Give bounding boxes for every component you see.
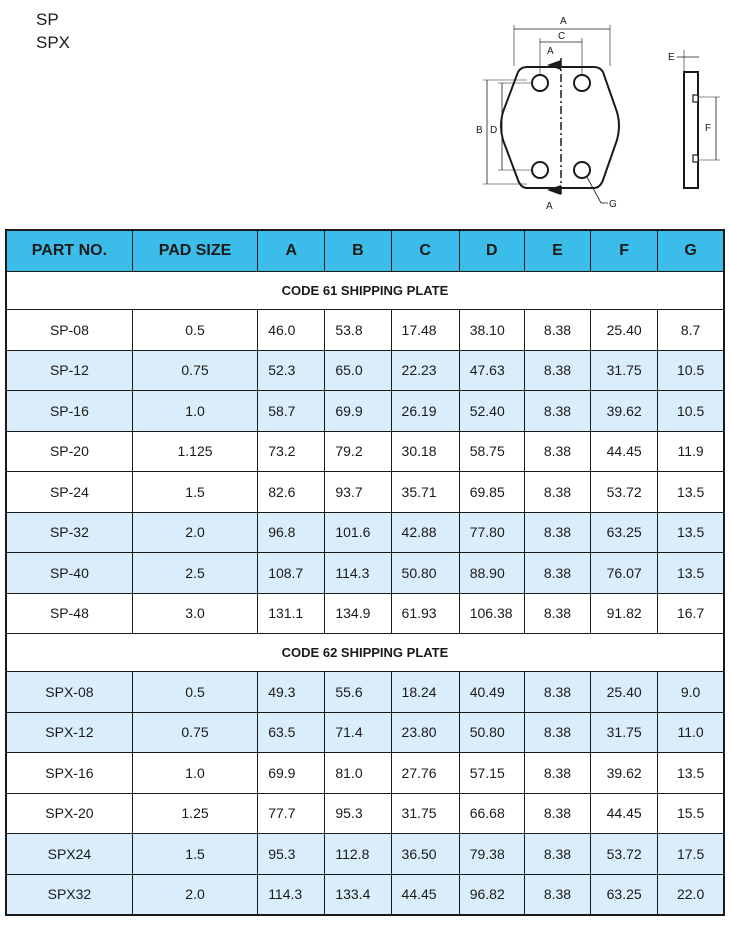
table-cell: 2.0: [132, 512, 257, 553]
table-row: [6, 672, 724, 713]
plate-drawing: [0, 0, 730, 225]
table-cell: 11.9: [658, 431, 724, 472]
table-cell: 114.3: [325, 553, 391, 594]
table-cell: 44.45: [391, 874, 459, 915]
table-cell: 23.80: [391, 712, 459, 753]
table-cell: 58.75: [459, 431, 524, 472]
section-title: CODE 62 SHIPPING PLATE: [6, 634, 724, 672]
column-header: B: [325, 230, 391, 272]
table-cell: 17.5: [658, 834, 724, 875]
table-cell: 10.5: [658, 391, 724, 432]
table-cell: 112.8: [325, 834, 391, 875]
table-cell: SPX-12: [6, 712, 132, 753]
table-cell: 39.62: [591, 753, 658, 794]
table-cell: SPX-08: [6, 672, 132, 713]
table-cell: SP-16: [6, 391, 132, 432]
table-row: [6, 593, 724, 634]
table-cell: 31.75: [591, 350, 658, 391]
table-cell: 79.2: [325, 431, 391, 472]
spec-table: [5, 229, 725, 916]
table-cell: 27.76: [391, 753, 459, 794]
section-arrow-icon: [547, 60, 561, 70]
table-row: [6, 472, 724, 513]
table-cell: 8.7: [658, 310, 724, 351]
table-cell: SP-08: [6, 310, 132, 351]
table-cell: 1.5: [132, 472, 257, 513]
table-cell: 88.90: [459, 553, 524, 594]
table-cell: 8.38: [524, 753, 590, 794]
table-cell: 82.6: [258, 472, 325, 513]
table-row: [6, 834, 724, 875]
table-cell: 26.19: [391, 391, 459, 432]
table-cell: SPX32: [6, 874, 132, 915]
table-cell: 1.125: [132, 431, 257, 472]
table-cell: 8.38: [524, 712, 590, 753]
dim-label-e: E: [668, 52, 675, 63]
table-cell: 1.25: [132, 793, 257, 834]
table-cell: 0.75: [132, 712, 257, 753]
section-mark-bottom: A: [546, 201, 553, 212]
table-cell: 30.18: [391, 431, 459, 472]
table-cell: 63.25: [591, 512, 658, 553]
table-cell: SP-12: [6, 350, 132, 391]
table-row: [6, 512, 724, 553]
table-cell: 40.49: [459, 672, 524, 713]
column-header: PAD SIZE: [132, 230, 257, 272]
table-cell: 52.3: [258, 350, 325, 391]
table-cell: 8.38: [524, 391, 590, 432]
table-cell: 25.40: [591, 672, 658, 713]
table-cell: 47.63: [459, 350, 524, 391]
section-arrow-icon: [547, 185, 561, 195]
table-cell: SP-20: [6, 431, 132, 472]
table-cell: 71.4: [325, 712, 391, 753]
table-cell: 52.40: [459, 391, 524, 432]
table-cell: 53.8: [325, 310, 391, 351]
table-cell: 46.0: [258, 310, 325, 351]
table-row: [6, 391, 724, 432]
dim-label-f: F: [705, 123, 712, 134]
table-cell: 50.80: [391, 553, 459, 594]
table-cell: 79.38: [459, 834, 524, 875]
table-cell: 0.75: [132, 350, 257, 391]
column-header: C: [391, 230, 459, 272]
section-mark-top: A: [547, 46, 554, 57]
table-cell: 0.5: [132, 672, 257, 713]
model-spx: SPX: [36, 33, 71, 52]
table-cell: 106.38: [459, 593, 524, 634]
table-cell: 8.38: [524, 834, 590, 875]
table-cell: 44.45: [591, 431, 658, 472]
table-cell: 96.8: [258, 512, 325, 553]
table-row: [6, 553, 724, 594]
section-title: CODE 61 SHIPPING PLATE: [6, 272, 724, 310]
table-cell: 36.50: [391, 834, 459, 875]
table-cell: 13.5: [658, 753, 724, 794]
table-header-row: [6, 230, 724, 272]
table-cell: 66.68: [459, 793, 524, 834]
table-cell: 63.5: [258, 712, 325, 753]
table-cell: 73.2: [258, 431, 325, 472]
table-cell: 8.38: [524, 472, 590, 513]
column-header: D: [459, 230, 524, 272]
table-cell: 95.3: [258, 834, 325, 875]
table-cell: 69.9: [325, 391, 391, 432]
table-row: [6, 310, 724, 351]
table-cell: SP-24: [6, 472, 132, 513]
table-cell: 13.5: [658, 553, 724, 594]
dim-label-d: D: [490, 125, 498, 136]
table-cell: 131.1: [258, 593, 325, 634]
table-cell: 42.88: [391, 512, 459, 553]
bolt-hole-icon: [574, 162, 590, 178]
model-sp: SP: [36, 10, 59, 29]
dim-label-c: C: [558, 31, 566, 42]
table-cell: 77.7: [258, 793, 325, 834]
table-cell: 13.5: [658, 512, 724, 553]
table-cell: 76.07: [591, 553, 658, 594]
table-cell: SPX24: [6, 834, 132, 875]
column-header: G: [658, 230, 724, 272]
table-cell: 22.23: [391, 350, 459, 391]
table-cell: 8.38: [524, 672, 590, 713]
plate-side-view: [684, 72, 698, 188]
column-header: E: [524, 230, 590, 272]
table-cell: 39.62: [591, 391, 658, 432]
table-cell: 25.40: [591, 310, 658, 351]
table-cell: 1.0: [132, 753, 257, 794]
table-cell: 91.82: [591, 593, 658, 634]
bolt-hole-icon: [532, 75, 548, 91]
column-header: F: [591, 230, 658, 272]
table-cell: 69.9: [258, 753, 325, 794]
table-cell: 31.75: [591, 712, 658, 753]
table-cell: 1.0: [132, 391, 257, 432]
table-cell: 101.6: [325, 512, 391, 553]
table-cell: 8.38: [524, 512, 590, 553]
table-cell: SP-32: [6, 512, 132, 553]
table-cell: 96.82: [459, 874, 524, 915]
table-cell: 8.38: [524, 431, 590, 472]
table-cell: 8.38: [524, 350, 590, 391]
table-cell: 0.5: [132, 310, 257, 351]
table-cell: 69.85: [459, 472, 524, 513]
table-cell: 17.48: [391, 310, 459, 351]
table-cell: 13.5: [658, 472, 724, 513]
table-row: [6, 431, 724, 472]
table-cell: 77.80: [459, 512, 524, 553]
table-cell: 16.7: [658, 593, 724, 634]
dim-label-a: A: [560, 16, 567, 27]
table-cell: 50.80: [459, 712, 524, 753]
table-cell: 22.0: [658, 874, 724, 915]
table-cell: 8.38: [524, 593, 590, 634]
table-cell: 8.38: [524, 793, 590, 834]
table-cell: 53.72: [591, 834, 658, 875]
table-cell: 8.38: [524, 874, 590, 915]
table-cell: 1.5: [132, 834, 257, 875]
table-row: [6, 712, 724, 753]
table-cell: 55.6: [325, 672, 391, 713]
table-cell: SPX-16: [6, 753, 132, 794]
dim-label-g: G: [609, 199, 617, 210]
table-cell: 8.38: [524, 310, 590, 351]
table-cell: 57.15: [459, 753, 524, 794]
table-cell: SP-48: [6, 593, 132, 634]
table-row: [6, 753, 724, 794]
table-cell: 133.4: [325, 874, 391, 915]
table-cell: 38.10: [459, 310, 524, 351]
table-cell: 108.7: [258, 553, 325, 594]
table-cell: 2.0: [132, 874, 257, 915]
table-cell: 31.75: [391, 793, 459, 834]
table-row: [6, 350, 724, 391]
column-header: A: [258, 230, 325, 272]
table-cell: 63.25: [591, 874, 658, 915]
dim-label-b: B: [476, 125, 483, 136]
table-cell: 11.0: [658, 712, 724, 753]
table-row: [6, 874, 724, 915]
column-header: PART NO.: [6, 230, 132, 272]
table-cell: 3.0: [132, 593, 257, 634]
table-cell: 44.45: [591, 793, 658, 834]
table-cell: 81.0: [325, 753, 391, 794]
table-cell: 58.7: [258, 391, 325, 432]
table-cell: 15.5: [658, 793, 724, 834]
table-cell: 49.3: [258, 672, 325, 713]
bolt-hole-icon: [532, 162, 548, 178]
table-cell: 65.0: [325, 350, 391, 391]
table-cell: 35.71: [391, 472, 459, 513]
table-cell: 61.93: [391, 593, 459, 634]
table-cell: 53.72: [591, 472, 658, 513]
table-row: [6, 793, 724, 834]
table-cell: SPX-20: [6, 793, 132, 834]
table-cell: 2.5: [132, 553, 257, 594]
table-cell: 93.7: [325, 472, 391, 513]
table-cell: 18.24: [391, 672, 459, 713]
table-cell: 114.3: [258, 874, 325, 915]
bolt-hole-icon: [574, 75, 590, 91]
table-cell: 95.3: [325, 793, 391, 834]
table-cell: 10.5: [658, 350, 724, 391]
table-cell: 8.38: [524, 553, 590, 594]
table-cell: SP-40: [6, 553, 132, 594]
table-cell: 9.0: [658, 672, 724, 713]
table-cell: 134.9: [325, 593, 391, 634]
